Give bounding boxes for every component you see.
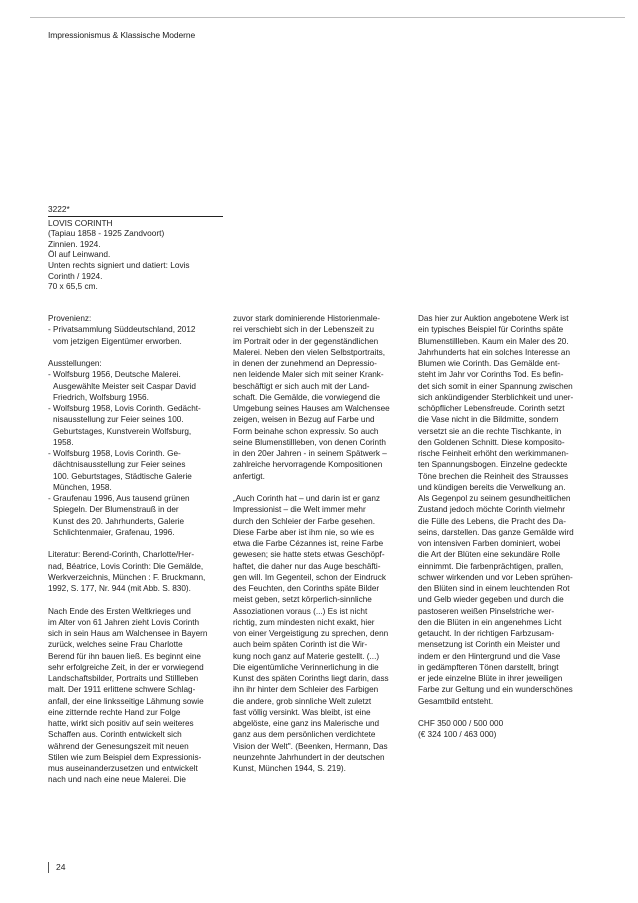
text-line: den Goldenen Schnitt. Diese komposito- [418,437,565,447]
text-line: Töne brechen die Reinheit des Strausses [418,471,569,481]
text-line: neunzehnte Jahrhundert in der deutschen [233,752,385,762]
text-line: gewesen; sie hatte stets etwas Geschöpf- [233,550,385,560]
text-line: 100. Geburtstages, Städtische Galerie [53,471,192,481]
text-line: „Auch Corinth hat – und darin ist er ganz [233,494,381,503]
text-line: - Privatsammlung Süddeutschland, 2012 [48,325,196,335]
lot-number: 3222* [48,204,223,217]
text-line: sich in sein Haus am Walchensee in Bayern [48,629,208,638]
text-line: fast völlig versinkt. Was bleibt, ist eine [233,707,371,717]
text-line: den Blüten sind in einem leuchtenden Rot [418,584,570,593]
text-line: ihn ihr hinter dem Schleier des Farbigen [233,685,379,695]
text-line: det sich somit in einer Spannung zwischen [418,381,573,391]
artist-lifespan: (Tapiau 1858 - 1925 Zandvoort) [48,228,165,239]
text-line: sehr erfolgreiche Zeit, in der er vorwiegend [48,662,204,672]
text-line: in denen der zunehmend an Depressio- [233,359,377,368]
text-line: - Graufenau 1996, Aus tausend grünen [48,494,190,503]
text-line: den die Blüten in ein angenehmes Licht [418,617,562,627]
header-rule [30,17,625,18]
text-line: Nach Ende des Ersten Weltkrieges und [48,606,191,616]
text-line: dächtnisausstellung zur Feier seines [53,460,186,470]
text-line: 1992, S. 177, Nr. 944 (mit Abb. S. 830). [48,584,191,593]
text-line: Diese Farbe aber ist ihm nie, so wie es [233,527,375,537]
text-line: Malerei. Neben den vielen Selbstportraits, [233,347,386,357]
text-line: im Portrait oder in der gegenständlichen [233,336,379,346]
text-line: - Wolfsburg 1956, Deutsche Malerei. [48,370,181,380]
text-line: Vision der Welt". (Beenken, Hermann, Das [233,741,388,751]
text-line: seins, darstellen. Das ganze Gemälde wird [418,527,574,537]
text-line: im Alter von 61 Jahren zieht Lovis Corinth [48,617,200,627]
text-line: Spiegeln. Der Blumenstrauß in der [53,505,179,515]
text-line: abgelöste, eine ganz ins Malerische und [233,719,380,728]
text-line: etwa die Farbe Cézannes ist, reine Farbe [233,539,384,548]
artwork-title: Zinnien. 1924. [48,238,101,249]
text-line: Kunst des späten Corinths liegt darin, dass [233,674,389,683]
text-line: die andere, grob sinnliche Welt zuletzt [233,696,372,706]
text-line: beschäftigt er sich auch mit der Land- [233,381,370,391]
text-line: Stilen wie zum Beispiel dem Expressionis- [48,752,202,762]
paragraph-gap [233,482,408,493]
text-line: malt. Der 1911 erlittene schwere Schlag- [48,685,196,695]
artist-name: LOVIS CORINTH [48,217,113,228]
text-line: Schlichtenmaier, Grafenau, 1996. [53,527,175,537]
text-line: Form beinahe schon expressiv. So auch [233,426,379,436]
text-line: rei verschiebt sich in der Lebenszeit zu [233,325,375,335]
text-line: eine zitternde rechte Hand zur Folge [48,707,181,717]
text-line: seine Blumenstillleben, von denen Corinth [233,437,386,447]
text-column-description [418,313,593,741]
text-line: schaft. Die Gemälde, die vorwiegend die [233,392,380,402]
paragraph-gap [418,707,593,718]
text-line: Werkverzeichnis, München : F. Bruckmann, [48,572,206,582]
text-line: Assoziationen voraus (...) Es ist nicht [233,606,368,616]
text-line: Als Gegenpol zu seinem gesundheitlichen [418,494,571,503]
text-line: vom jetzigen Eigentümer erworben. [53,336,182,346]
text-line: Umgebung seines Hauses am Walchensee [233,404,390,413]
text-line: (€ 324 100 / 463 000) [418,730,497,740]
text-line: ein typisches Beispiel für Corinths späte [418,325,564,335]
text-line: haftet, die daher nur das Auge beschäfti- [233,561,381,571]
text-column-essay [233,313,408,774]
text-line: richtig, zum mindesten nicht exakt, hier [233,617,375,627]
text-line: mensetzung ist Corinth ein Meister und [418,640,560,650]
text-line: meist geben, setzt körperlich-sinnliche [233,595,372,605]
text-line: Das hier zur Auktion angebotene Werk ist [418,314,569,323]
text-line: Geburtstages, Kunstverein Wolfsburg, [53,426,192,436]
text-line: Zustand jedoch möchte Corinth vielmehr [418,505,565,515]
text-line: Gesamtbild entsteht. [418,696,494,706]
text-line: kung noch ganz auf Materie gestellt. (...) [233,651,380,661]
text-line: Ausstellungen: [48,359,102,368]
text-line: nisausstellung zur Feier seines 100. [53,415,184,425]
text-line: Landschaftsbilder, Portraits und Stillleben [48,674,199,683]
text-line: Literatur: Berend-Corinth, Charlotte/Her- [48,550,195,560]
text-line: von einer Vergeistigung zu sprechen, denn [233,629,389,638]
text-line: zuvor stark dominierende Historienmale- [233,314,380,323]
text-line: er jede einzelne Blüte in ihrer jeweiligen [418,674,563,683]
text-line: Schaffen aus. Corinth entwickelt sich [48,730,182,740]
text-line: die Art der Blüten eine sekundäre Rolle [418,550,561,560]
text-line: steht im Jahr vor Corinths Tod. Es befin- [418,370,564,380]
text-line: ganz aus dem persönlichen verdichtete [233,730,376,740]
text-line: Kunst des 20. Jahrhunderts, Galerie [53,516,185,526]
artwork-signature: Unten rechts signiert und datiert: Lovis [48,259,190,270]
artwork-signature-cont: Corinth / 1924. [48,270,103,281]
text-line: zahlreiche hervorragende Kompositionen [233,460,383,470]
text-line: die Fülle des Lebens, die Pracht des Da- [418,516,566,526]
text-line: schöpflicher Lebensfreude. Corinth setzt [418,404,565,413]
text-line: in gedämpfteren Tönen darstellt, bringt [418,662,559,672]
text-line: Blumenstillleben. Kaum ein Maler des 20. [418,336,569,346]
text-line: nen leidende Maler sich mit seiner Krank- [233,370,384,380]
text-line: anfertigt. [233,471,265,481]
text-line: und Gelb wieder gegeben und durch die [418,595,564,605]
footer-rule [48,862,49,873]
text-line: und kündigen bereits die Verwelkung an. [418,482,566,492]
text-line: Jahrhunderts hat ein solches Interesse an [418,347,571,357]
text-line: anfall, der eine linksseitige Lähmung sowie [48,696,204,706]
text-line: Die eigentümliche Verinnerlichung in die [233,662,379,672]
text-line: zeigen, weisen in Bezug auf Farbe und [233,415,375,425]
page-number: 24 [56,862,66,872]
text-line: hatte, wirkt sich positiv auf sein weiteres [48,719,194,728]
text-line: zurück, welches seine Frau Charlotte [48,640,183,650]
text-line: schwer wirkenden und vor Leben sprühen- [418,572,573,582]
text-line: sich ankündigender Sterblichkeit und uner- [418,392,574,402]
text-line: 1958. [53,437,74,447]
text-line: Friedrich, Wolfsburg 1956. [53,392,149,402]
text-line: Kunst, München 1944, S. 219). [233,764,346,773]
artwork-dimensions: 70 x 65,5 cm. [48,281,98,292]
text-line: pastoseren weißen Pinselstriche wer- [418,606,555,616]
text-line: mus auseinanderzusetzen und entwickelt [48,764,198,773]
text-line: ten Spannungsbogen. Einzelne gedeckte [418,460,568,470]
text-line: München, 1958. [53,482,112,492]
text-line: des Feuchten, den Corinths späte Bilder [233,584,380,593]
text-line: von intensiven Farben dominiert, wobei [418,539,561,548]
text-line: Ausgewählte Meister seit Caspar David [53,381,196,391]
text-line: versetzt sie an die rechte Tischkante, in [418,426,562,436]
text-line: getaucht. In der richtigen Farbzusam- [418,629,555,638]
text-line: während der Genesungszeit mit neuen [48,741,189,751]
paragraph-gap [48,538,226,549]
text-line: gen will. Im Gegenteil, schon der Eindruck [233,572,386,582]
text-line: - Wolfsburg 1958, Lovis Corinth. Ge- [48,449,181,458]
section-title: Impressionismus & Klassische Moderne [48,30,196,40]
text-line: durch den Schleier der Farbe gesehen. [233,516,376,526]
paragraph-gap [48,347,226,358]
text-line: in den 20er Jahren - in seinem Spätwerk – [233,449,387,458]
text-line: die Vase nicht in die Bildmitte, sondern [418,415,559,425]
text-line: nad, Béatrice, Lovis Corinth: Die Gemälde, [48,561,204,571]
text-line: Farbe zur Geltung und ein wunderschönes [418,685,573,695]
text-line: Blumen wie Corinth. Das Gemälde ent- [418,359,560,368]
text-line: Berend für ihn bauen ließ. Es beginnt eine [48,651,201,661]
lot-details [48,204,223,292]
text-line: auch beim späten Corinth ist die Wir- [233,640,368,650]
text-column-provenance [48,313,226,786]
text-line: indem er den Hintergrund und die Vase [418,651,561,661]
text-line: einnimmt. Die farbenprächtigen, prallen, [418,561,564,571]
text-line: - Wolfsburg 1958, Lovis Corinth. Gedächt- [48,404,201,413]
text-line: rische Feinheit erhöht den werkimmanen- [418,449,569,458]
text-line: CHF 350 000 / 500 000 [418,719,504,728]
paragraph-gap [48,594,226,605]
text-line: Impressionist – die Welt immer mehr [233,505,366,515]
text-line: Provenienz: [48,314,92,323]
artwork-medium: Öl auf Leinwand. [48,249,111,260]
text-line: nach und nach eine neue Malerei. Die [48,775,186,785]
